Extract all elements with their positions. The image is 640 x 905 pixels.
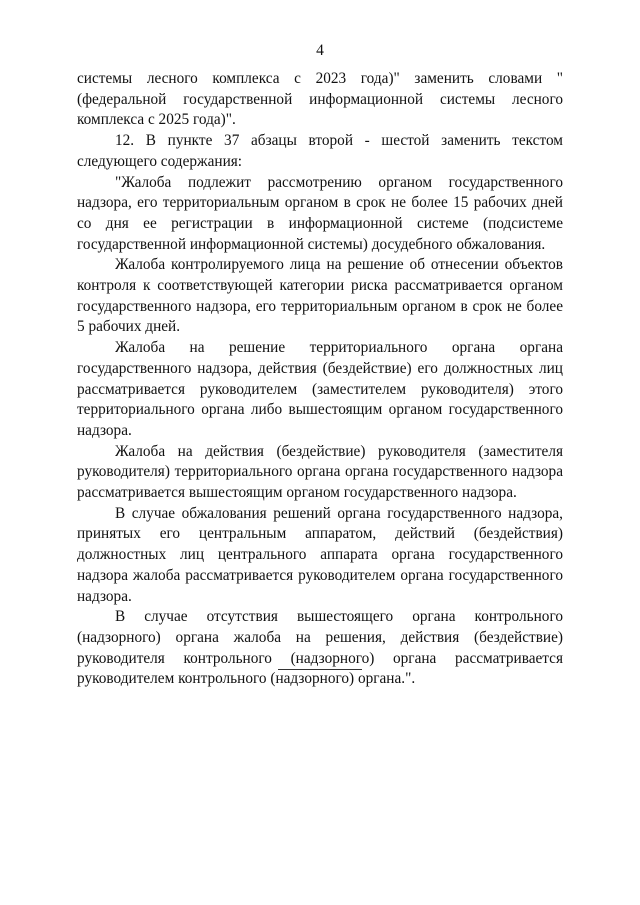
paragraph: В случае обжалования решений органа государственного надзора, принятых его центральным аппаратом, действий (бездействия) должностных лиц центрального аппарата органа государственного надзора жалоба рассматривается руководителем органа государственного надзора. bbox=[77, 504, 563, 605]
paragraph: Жалоба на действия (бездействие) руководителя (заместителя руководителя) территориального органа органа государственного надзора рассматривается вышестоящим органом государственного надзора. bbox=[77, 442, 563, 502]
paragraph: В случае отсутствия вышестоящего органа контрольного (надзорного) органа жалоба на решения, действия (бездействие) руководителя контрольного (надзорного) органа рассматривается руководителем контрольного (надзорного) органа.". bbox=[77, 608, 563, 688]
paragraph: Жалоба на решение территориального органа органа государственного надзора, действия (бездействие) его должностных лиц рассматривается руководителем (заместителем руководителя) этого территориального органа либо вышестоящим органом государственного надзора. bbox=[77, 339, 563, 439]
end-separator-line bbox=[278, 669, 362, 670]
page-number: 4 bbox=[316, 42, 324, 59]
document-body bbox=[77, 69, 563, 690]
paragraph: 12. В пункте 37 абзацы второй - шестой заменить текстом следующего содержания: bbox=[77, 132, 563, 170]
paragraph: системы лесного комплекса с 2023 года)" заменить словами "(федеральной государственной информационной системы лесного комплекса с 2025 года)". bbox=[77, 70, 563, 129]
paragraph: Жалоба контролируемого лица на решение об отнесении объектов контроля к соответствующей категории риска рассматривается органом государственного надзора, его территориальным органом в срок не более 5 рабочих дней. bbox=[77, 256, 563, 336]
paragraph: "Жалоба подлежит рассмотрению органом государственного надзора, его территориальным органом в срок не более 15 рабочих дней со дня ее регистрации в информационной системе (подсистеме государственной информационной системы) досудебного обжалования. bbox=[77, 173, 563, 253]
